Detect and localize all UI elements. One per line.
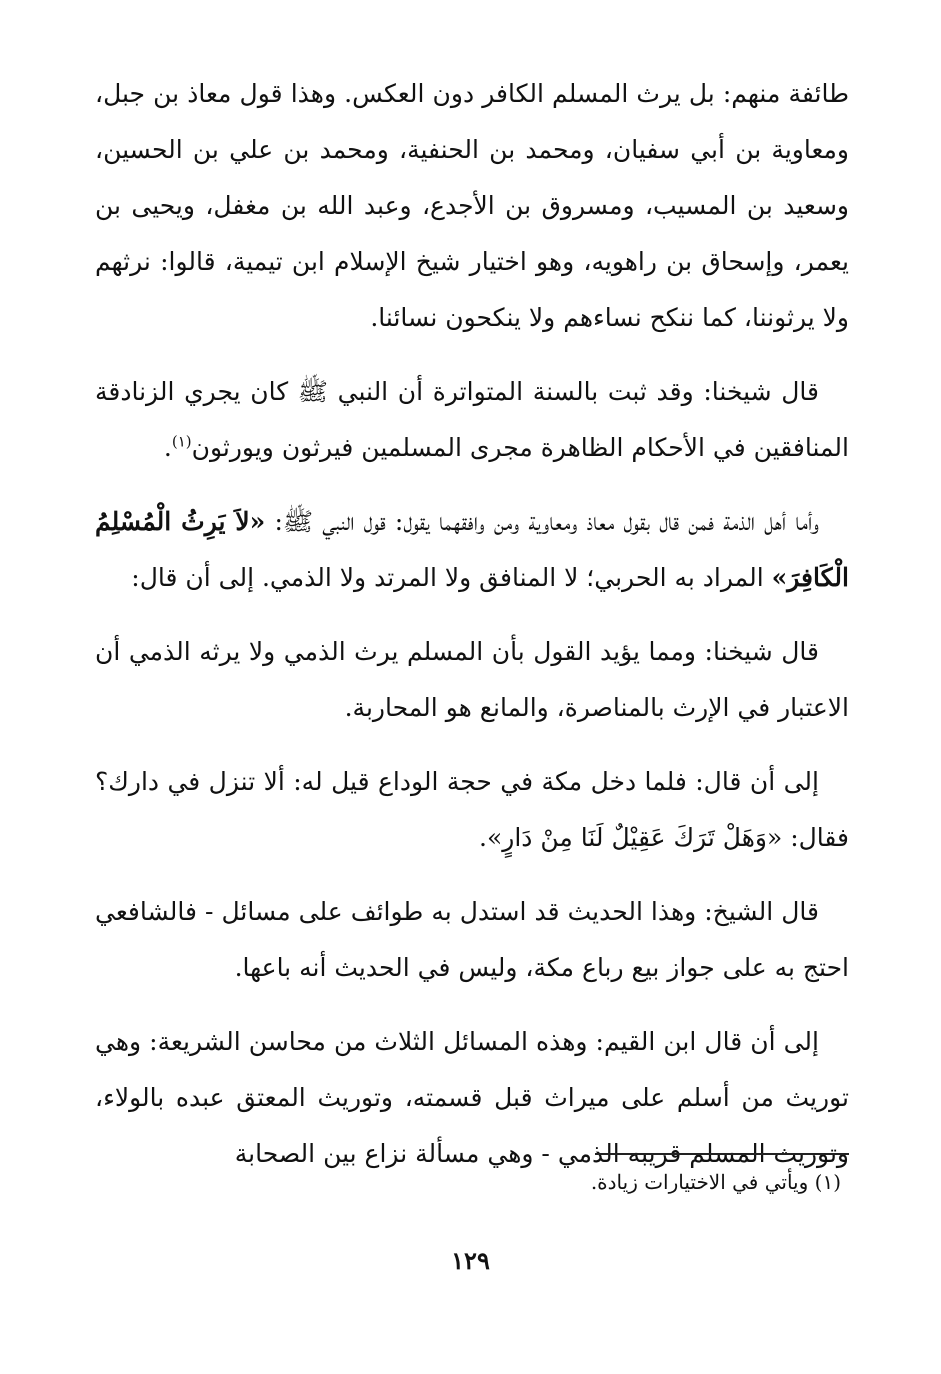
- hadith-quote-aqil: «وَهَلْ تَرَكَ عَقِيْلٌ لَنَا مِنْ دَارٍ»: [486, 823, 783, 852]
- paragraph-2-text: قال شيخنا: وقد ثبت بالسنة المتواترة أن النبي ﷺ كان يجري الزنادقة المنافقين في الأحكام الظاهرة مجرى المسلمين فيرثون ويورثون: [95, 377, 849, 462]
- footnote: (١) ويأتي في الاختيارات زيادة.: [590, 1170, 841, 1194]
- paragraph-3-text: وأما أهل الذمة فمن قال بقول معاذ ومعاوية ومن وافقهما يقول: قول النبي ﷺ:: [265, 507, 819, 536]
- paragraph-3: [95, 494, 849, 606]
- page-number: ١٢٩: [451, 1246, 490, 1275]
- hadith-quote: «لاَ يَرِثُ الْمُسْلِمُ الْكَافِرَ»: [95, 507, 849, 592]
- footnote-reference[interactable]: (١): [171, 432, 192, 451]
- paragraph-2: [95, 364, 849, 476]
- paragraph-3-end: المراد به الحربي؛ لا المنافق ولا المرتد ولا الذمي. إلى أن قال:: [131, 563, 772, 592]
- paragraph-1: طائفة منهم: بل يرث المسلم الكافر دون العكس. وهذا قول معاذ بن جبل، ومعاوية بن أبي سفيان، ومحمد بن الحنفية، ومحمد بن علي بن الحسين، وسعيد بن المسيب، ومسروق بن الأجدع، وعبد الله بن مغفل، ويحيى بن يعمر، وإسحاق بن راهويه، وهو اختيار شيخ الإسلام ابن تيمية، قالوا: نرثهم ولا يرثوننا، كما ننكح نساءهم ولا ينكحون نسائنا.: [95, 79, 849, 332]
- paragraph-5: [95, 754, 849, 866]
- footnote-divider: [595, 1153, 849, 1155]
- paragraph-2-end: .: [163, 433, 172, 462]
- paragraph-7: إلى أن قال ابن القيم: وهذه المسائل الثلاث من محاسن الشريعة: وهي توريث من أسلم على ميراث قبل قسمته، وتوريث المعتق عبده بالولاء، وتوريث المسلم قريبه الذمي - وهي مسألة نزاع بين الصحابة: [95, 1027, 849, 1168]
- paragraph-6: قال الشيخ: وهذا الحديث قد استدل به طوائف على مسائل - فالشافعي احتج به على جواز بيع رباع مكة، وليس في الحديث أنه باعها.: [95, 897, 849, 982]
- paragraph-5-text: إلى أن قال: فلما دخل مكة في حجة الوداع قيل له: ألا تنزل في دارك؟ فقال:: [95, 767, 849, 852]
- paragraph-5-end: .: [479, 823, 487, 852]
- paragraph-4: قال شيخنا: ومما يؤيد القول بأن المسلم يرث الذمي ولا يرثه الذمي أن الاعتبار في الإرث بالمناصرة، والمانع هو المحاربة.: [95, 637, 849, 722]
